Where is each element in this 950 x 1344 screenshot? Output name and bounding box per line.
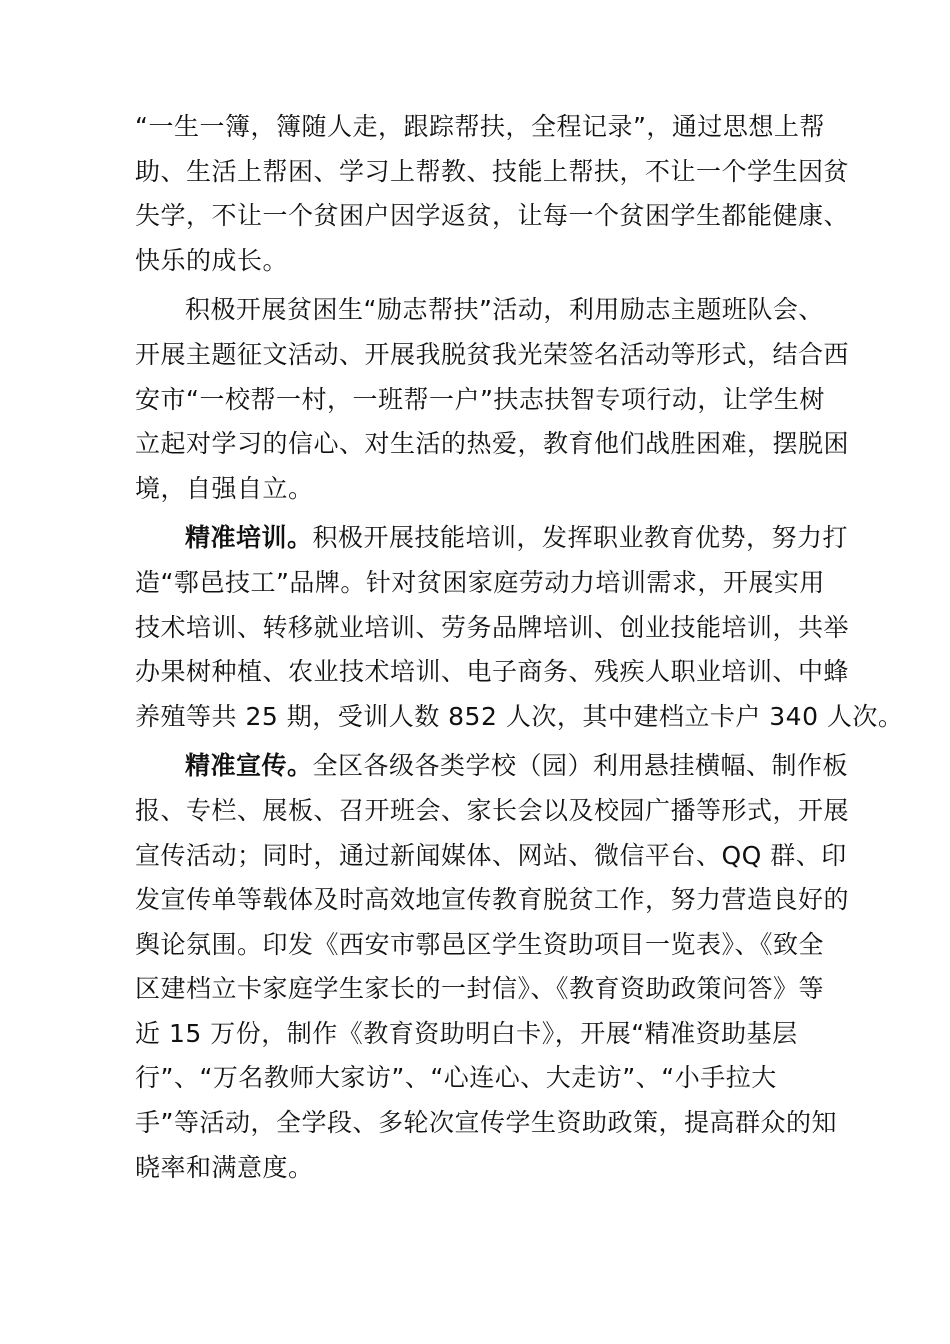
text-line: 技术培训、转移就业培训、劳务品牌培训、创业技能培训，共举 xyxy=(135,612,850,642)
text-line: 助、生活上帮困、学习上帮教、技能上帮扶，不让一个学生因贫 xyxy=(135,156,850,186)
text-line: 立起对学习的信心、对生活的热爱，教育他们战胜困难，摆脱困 xyxy=(135,429,850,459)
text-line: 办果树种植、农业技术培训、电子商务、残疾人职业培训、中蜂 xyxy=(135,657,850,687)
text-line: “一生一簿，簿随人走，跟踪帮扶，全程记录”，通过思想上帮 xyxy=(135,112,825,141)
text-line: 造“鄠邑技工”品牌。针对贫困家庭劳动力培训需求，开展实用 xyxy=(135,567,825,597)
text-line: 积极开展贫困生“励志帮扶”活动，利用励志主题班队会、 xyxy=(185,295,824,325)
paragraph-heading: 精准宣传。 xyxy=(185,751,313,781)
text-line: 近 15 万份，制作《教育资助明白卡》，开展“精准资助基层 xyxy=(135,1018,798,1048)
text-line: 行”、“万名教师大家访”、“心连心、大走访”、“小手拉大 xyxy=(135,1063,777,1093)
text-line: 区建档立卡家庭学生家长的一封信》、《教育资助政策问答》等 xyxy=(135,974,825,1004)
text-line: 手”等活动，全学段、多轮次宣传学生资助政策，提高群众的知 xyxy=(135,1108,837,1138)
text-line: 晓率和满意度。 xyxy=(135,1152,314,1182)
text-line: 舆论氛围。印发《西安市鄠邑区学生资助项目一览表》、《致全 xyxy=(135,929,825,959)
body-text xyxy=(135,105,904,1190)
paragraph-4 xyxy=(135,744,850,1190)
text-line: 开展主题征文活动、开展我脱贫我光荣签名活动等形式，结合西 xyxy=(135,339,850,369)
text-line: 报、专栏、展板、召开班会、家长会以及校园广播等形式，开展 xyxy=(135,795,850,825)
text-line xyxy=(135,744,849,789)
text-line: 境，自强自立。 xyxy=(135,473,314,503)
text-run: 积极开展技能培训，发挥职业教育优势，努力打 xyxy=(312,523,849,553)
paragraph-2 xyxy=(135,288,850,511)
text-line: 养殖等共 25 期，受训人数 852 人次，其中建档立卡户 340 人次。 xyxy=(135,701,904,731)
text-line: 安市“一校帮一村，一班帮一户”扶志扶智专项行动，让学生树 xyxy=(135,384,825,414)
text-line: 发宣传单等载体及时高效地宣传教育脱贫工作，努力营造良好的 xyxy=(135,885,850,915)
paragraph-heading: 精准培训。 xyxy=(185,523,313,553)
paragraph-1 xyxy=(135,105,850,283)
text-run: 全区各级各类学校（园）利用悬挂横幅、制作板 xyxy=(312,751,849,781)
paragraph-3 xyxy=(135,516,904,739)
text-line: 失学，不让一个贫困户因学返贫，让每一个贫困学生都能健康、 xyxy=(135,201,850,231)
text-line xyxy=(135,516,849,561)
text-line: 快乐的成长。 xyxy=(135,245,289,275)
text-line: 宣传活动；同时，通过新闻媒体、网站、微信平台、QQ 群、印 xyxy=(135,840,847,870)
